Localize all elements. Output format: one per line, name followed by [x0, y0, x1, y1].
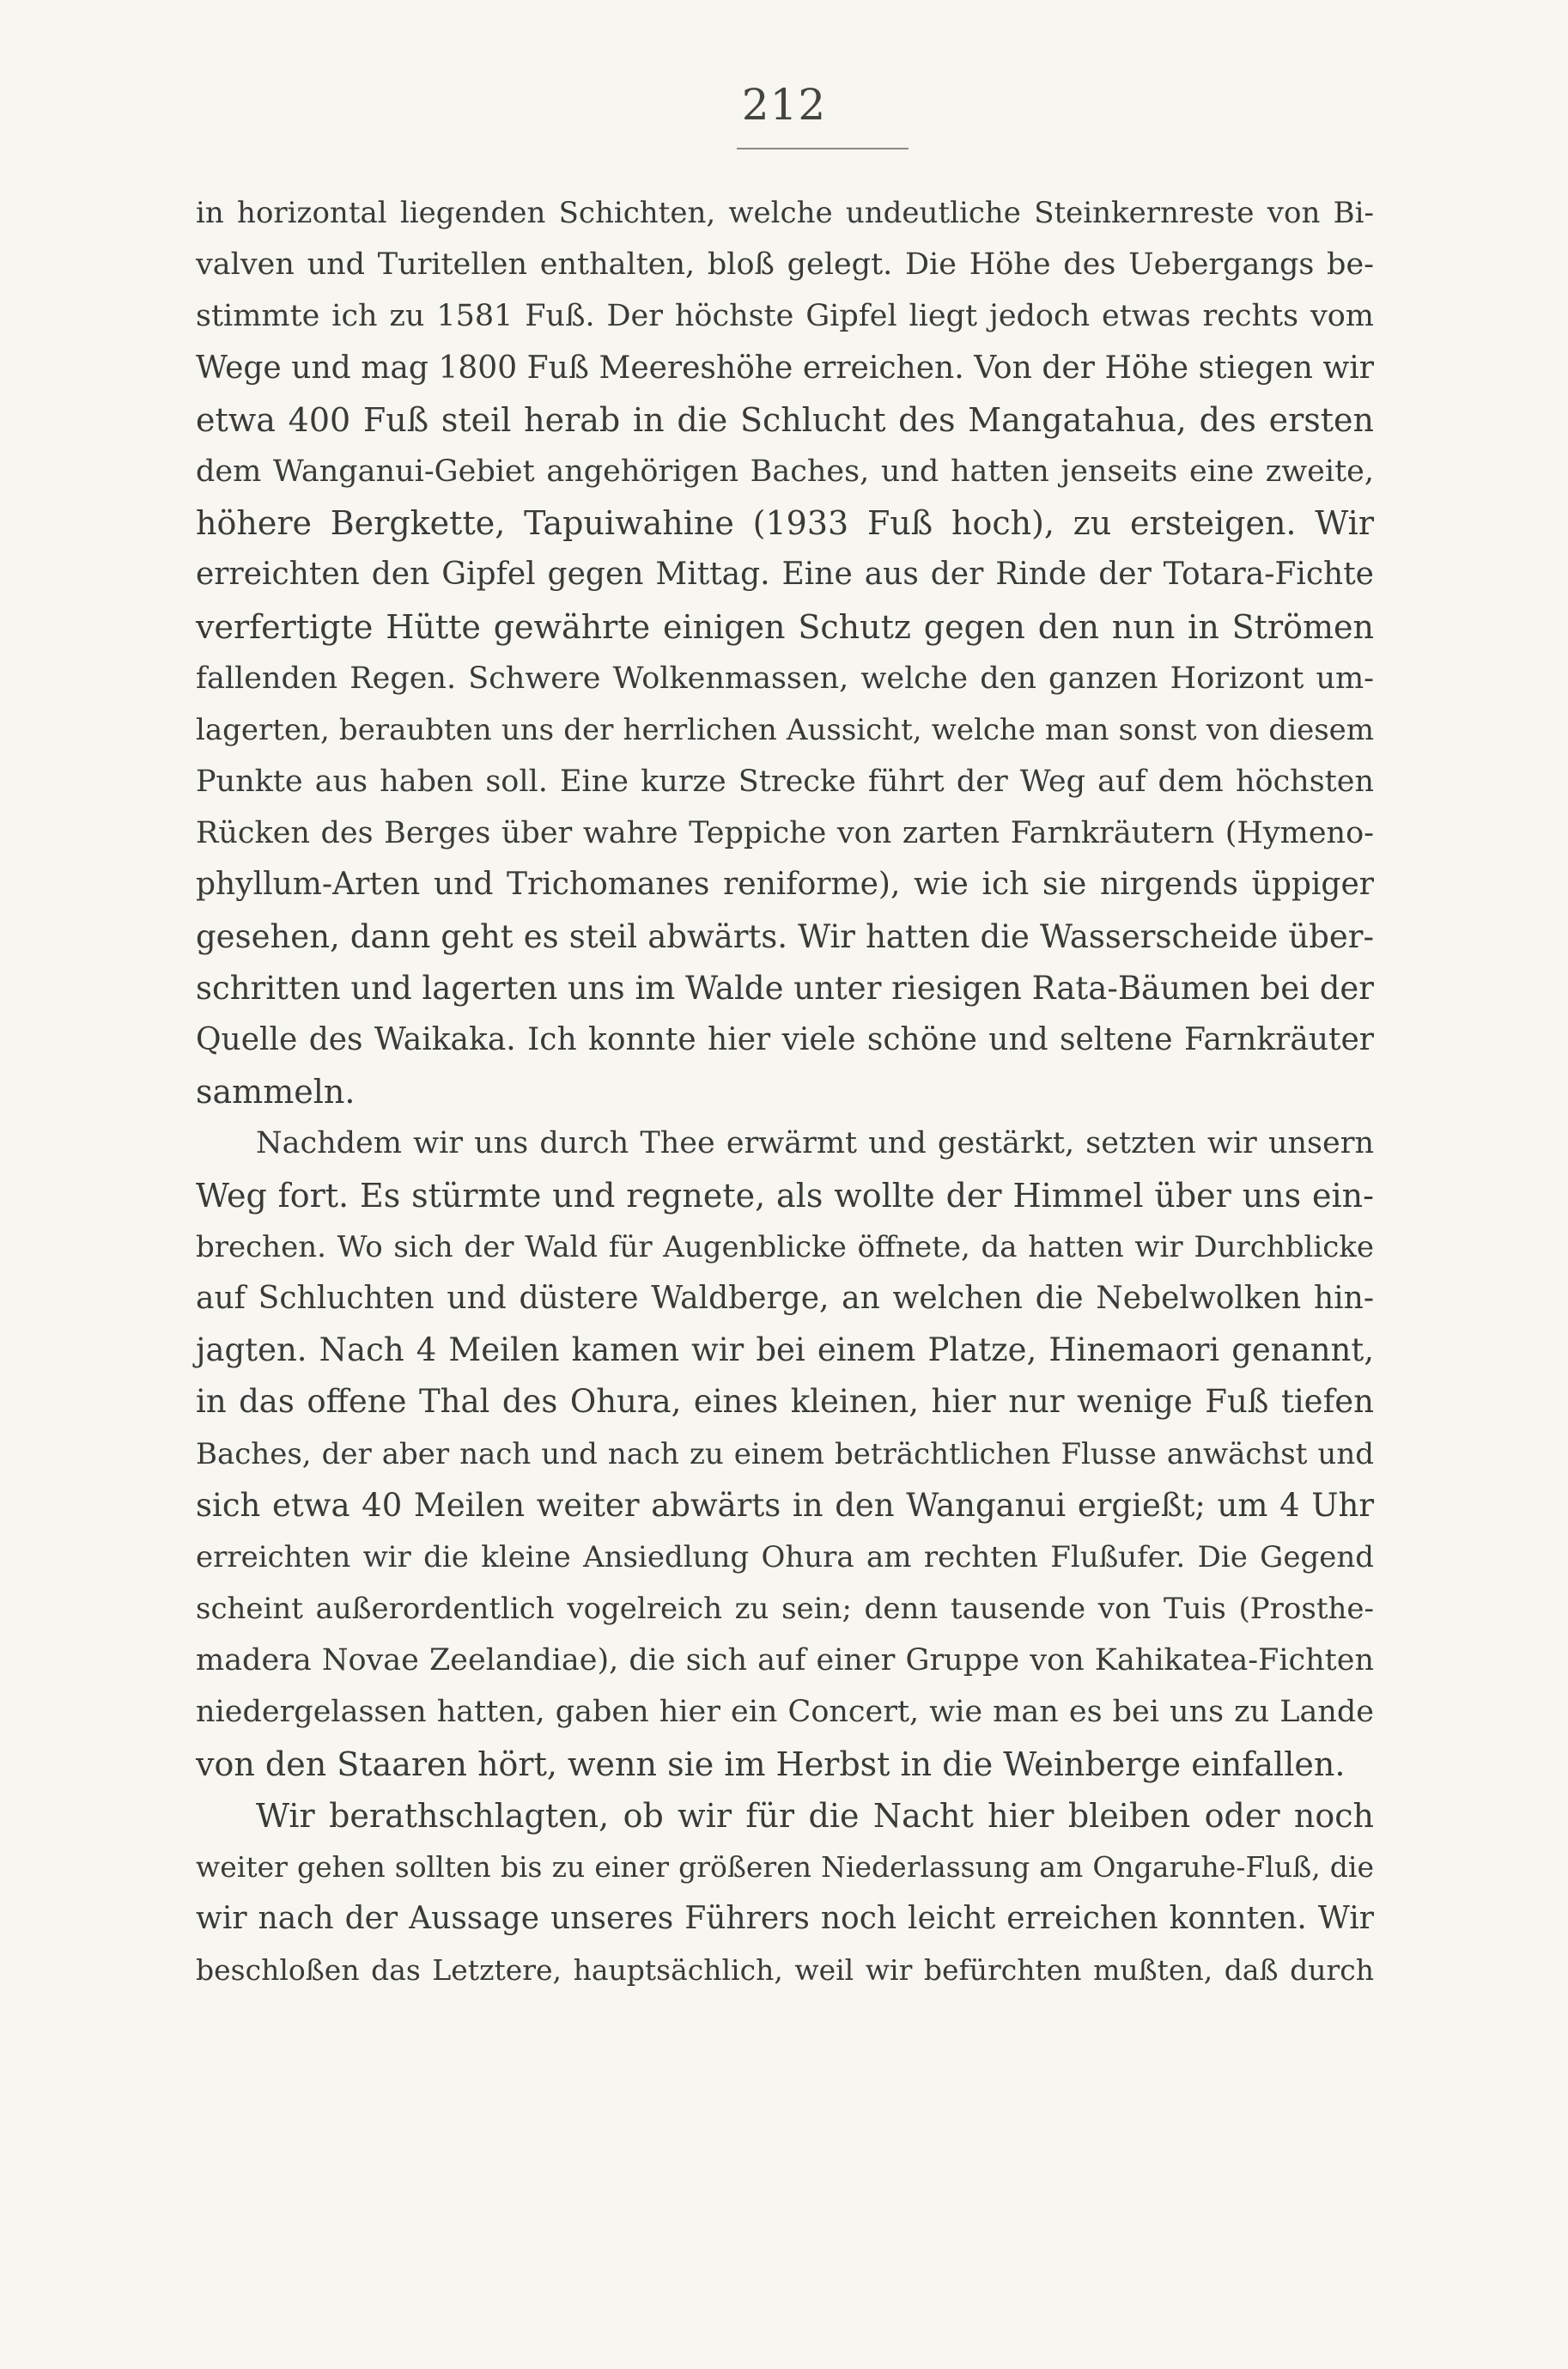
text-line: sammeln.	[196, 1073, 356, 1111]
paragraph	[196, 1790, 1374, 1997]
text-line: in horizontal liegenden Schichten, welche undeutliche Steinkernreste von Bi-	[196, 196, 1374, 230]
paragraph	[196, 1118, 1374, 1789]
text-line: lagerten, beraubten uns der herrlichen Aussicht, welche man sonst von diesem	[196, 712, 1374, 747]
text-line: verfertigte Hütte gewährte einigen Schutz gegen den nun in Strömen	[196, 607, 1374, 646]
text-line: erreichten den Gipfel gegen Mittag. Eine aus der Rinde der Totara-Fichte	[196, 557, 1374, 593]
text-line: wir nach der Aussage unseres Führers noch leicht erreichen konnten. Wir	[196, 1901, 1374, 1937]
text-line: sich etwa 40 Meilen weiter abwärts in den Wanganui ergießt; um 4 Uhr	[196, 1486, 1374, 1524]
text-line: phyllum-Arten und Trichomanes reniforme), wie ich sie nirgends üppiger	[196, 867, 1374, 903]
text-line: erreichten wir die kleine Ansiedlung Ohura am rechten Flußufer. Die Gegend	[196, 1539, 1374, 1574]
text-line: brechen. Wo sich der Wald für Augenblicke öffnete, da hatten wir Durchblicke	[196, 1229, 1374, 1264]
text-line: von den Staaren hört, wenn sie im Herbst in die Weinberge einfallen.	[196, 1745, 1346, 1783]
text-line: dem Wanganui-Gebiet angehörigen Baches, und hatten jenseits eine zweite,	[196, 454, 1374, 489]
text-line: madera Novae Zeelandiae), die sich auf einer Gruppe von Kahikatea-Fichten	[196, 1643, 1374, 1678]
text-line: schritten und lagerten uns im Walde unter riesigen Rata-Bäumen bei der	[196, 969, 1374, 1007]
text-line: Wege und mag 1800 Fuß Meereshöhe erreichen. Von der Höhe stiegen wir	[196, 350, 1374, 386]
text-line: jagten. Nach 4 Meilen kamen wir bei einem Platze, Hinemaori genannt,	[196, 1331, 1374, 1369]
text-line: Weg fort. Es stürmte und regnete, als wollte der Himmel über uns ein-	[196, 1176, 1374, 1215]
body-text	[196, 187, 1374, 1997]
text-line: in das offene Thal des Ohura, eines kleinen, hier nur wenige Fuß tiefen	[196, 1383, 1374, 1421]
text-line: weiter gehen sollten bis zu einer größeren Niederlassung am Ongaruhe-Fluß, die	[196, 1850, 1374, 1884]
text-line: etwa 400 Fuß steil herab in die Schlucht des Mangatahua, des ersten	[196, 400, 1374, 439]
text-line: niedergelassen hatten, gaben hier ein Concert, wie man es bei uns zu Lande	[196, 1695, 1374, 1730]
text-line: valven und Turitellen enthalten, bloß gelegt. Die Höhe des Uebergangs be-	[196, 247, 1374, 283]
page-number: 212	[741, 80, 827, 130]
text-line: fallenden Regen. Schwere Wolkenmassen, welche den ganzen Horizont um-	[196, 661, 1374, 696]
text-line: stimmte ich zu 1581 Fuß. Der höchste Gipfel liegt jedoch etwas rechts vom	[196, 299, 1374, 334]
text-line: Nachdem wir uns durch Thee erwärmt und gestärkt, setzten wir unsern	[256, 1126, 1374, 1161]
text-line: Rücken des Berges über wahre Teppiche von zarten Farnkräutern (Hymeno-	[196, 816, 1374, 851]
text-line: höhere Bergkette, Tapuiwahine (1933 Fuß hoch), zu ersteigen. Wir	[196, 504, 1374, 543]
text-line: Wir berathschlagten, ob wir für die Nacht hier bleiben oder noch	[256, 1796, 1374, 1835]
text-line: beschloßen das Letztere, hauptsächlich, weil wir befürchten mußten, daß durch	[196, 1953, 1374, 1988]
paragraph	[196, 187, 1374, 1118]
text-line: auf Schluchten und düstere Waldberge, an welchen die Nebelwolken hin-	[196, 1280, 1374, 1316]
text-line: gesehen, dann geht es steil abwärts. Wir hatten die Wasserscheide über-	[196, 917, 1374, 955]
text-line: scheint außerordentlich vogelreich zu sein; denn tausende von Tuis (Prosthe-	[196, 1592, 1374, 1627]
text-line: Quelle des Waikaka. Ich konnte hier viele schöne und seltene Farnkräuter	[196, 1022, 1374, 1057]
header-rule	[737, 148, 909, 149]
text-line: Baches, der aber nach und nach zu einem beträchtlichen Flusse anwächst und	[196, 1436, 1374, 1471]
text-line: Punkte aus haben soll. Eine kurze Strecke führt der Weg auf dem höchsten	[196, 764, 1374, 800]
